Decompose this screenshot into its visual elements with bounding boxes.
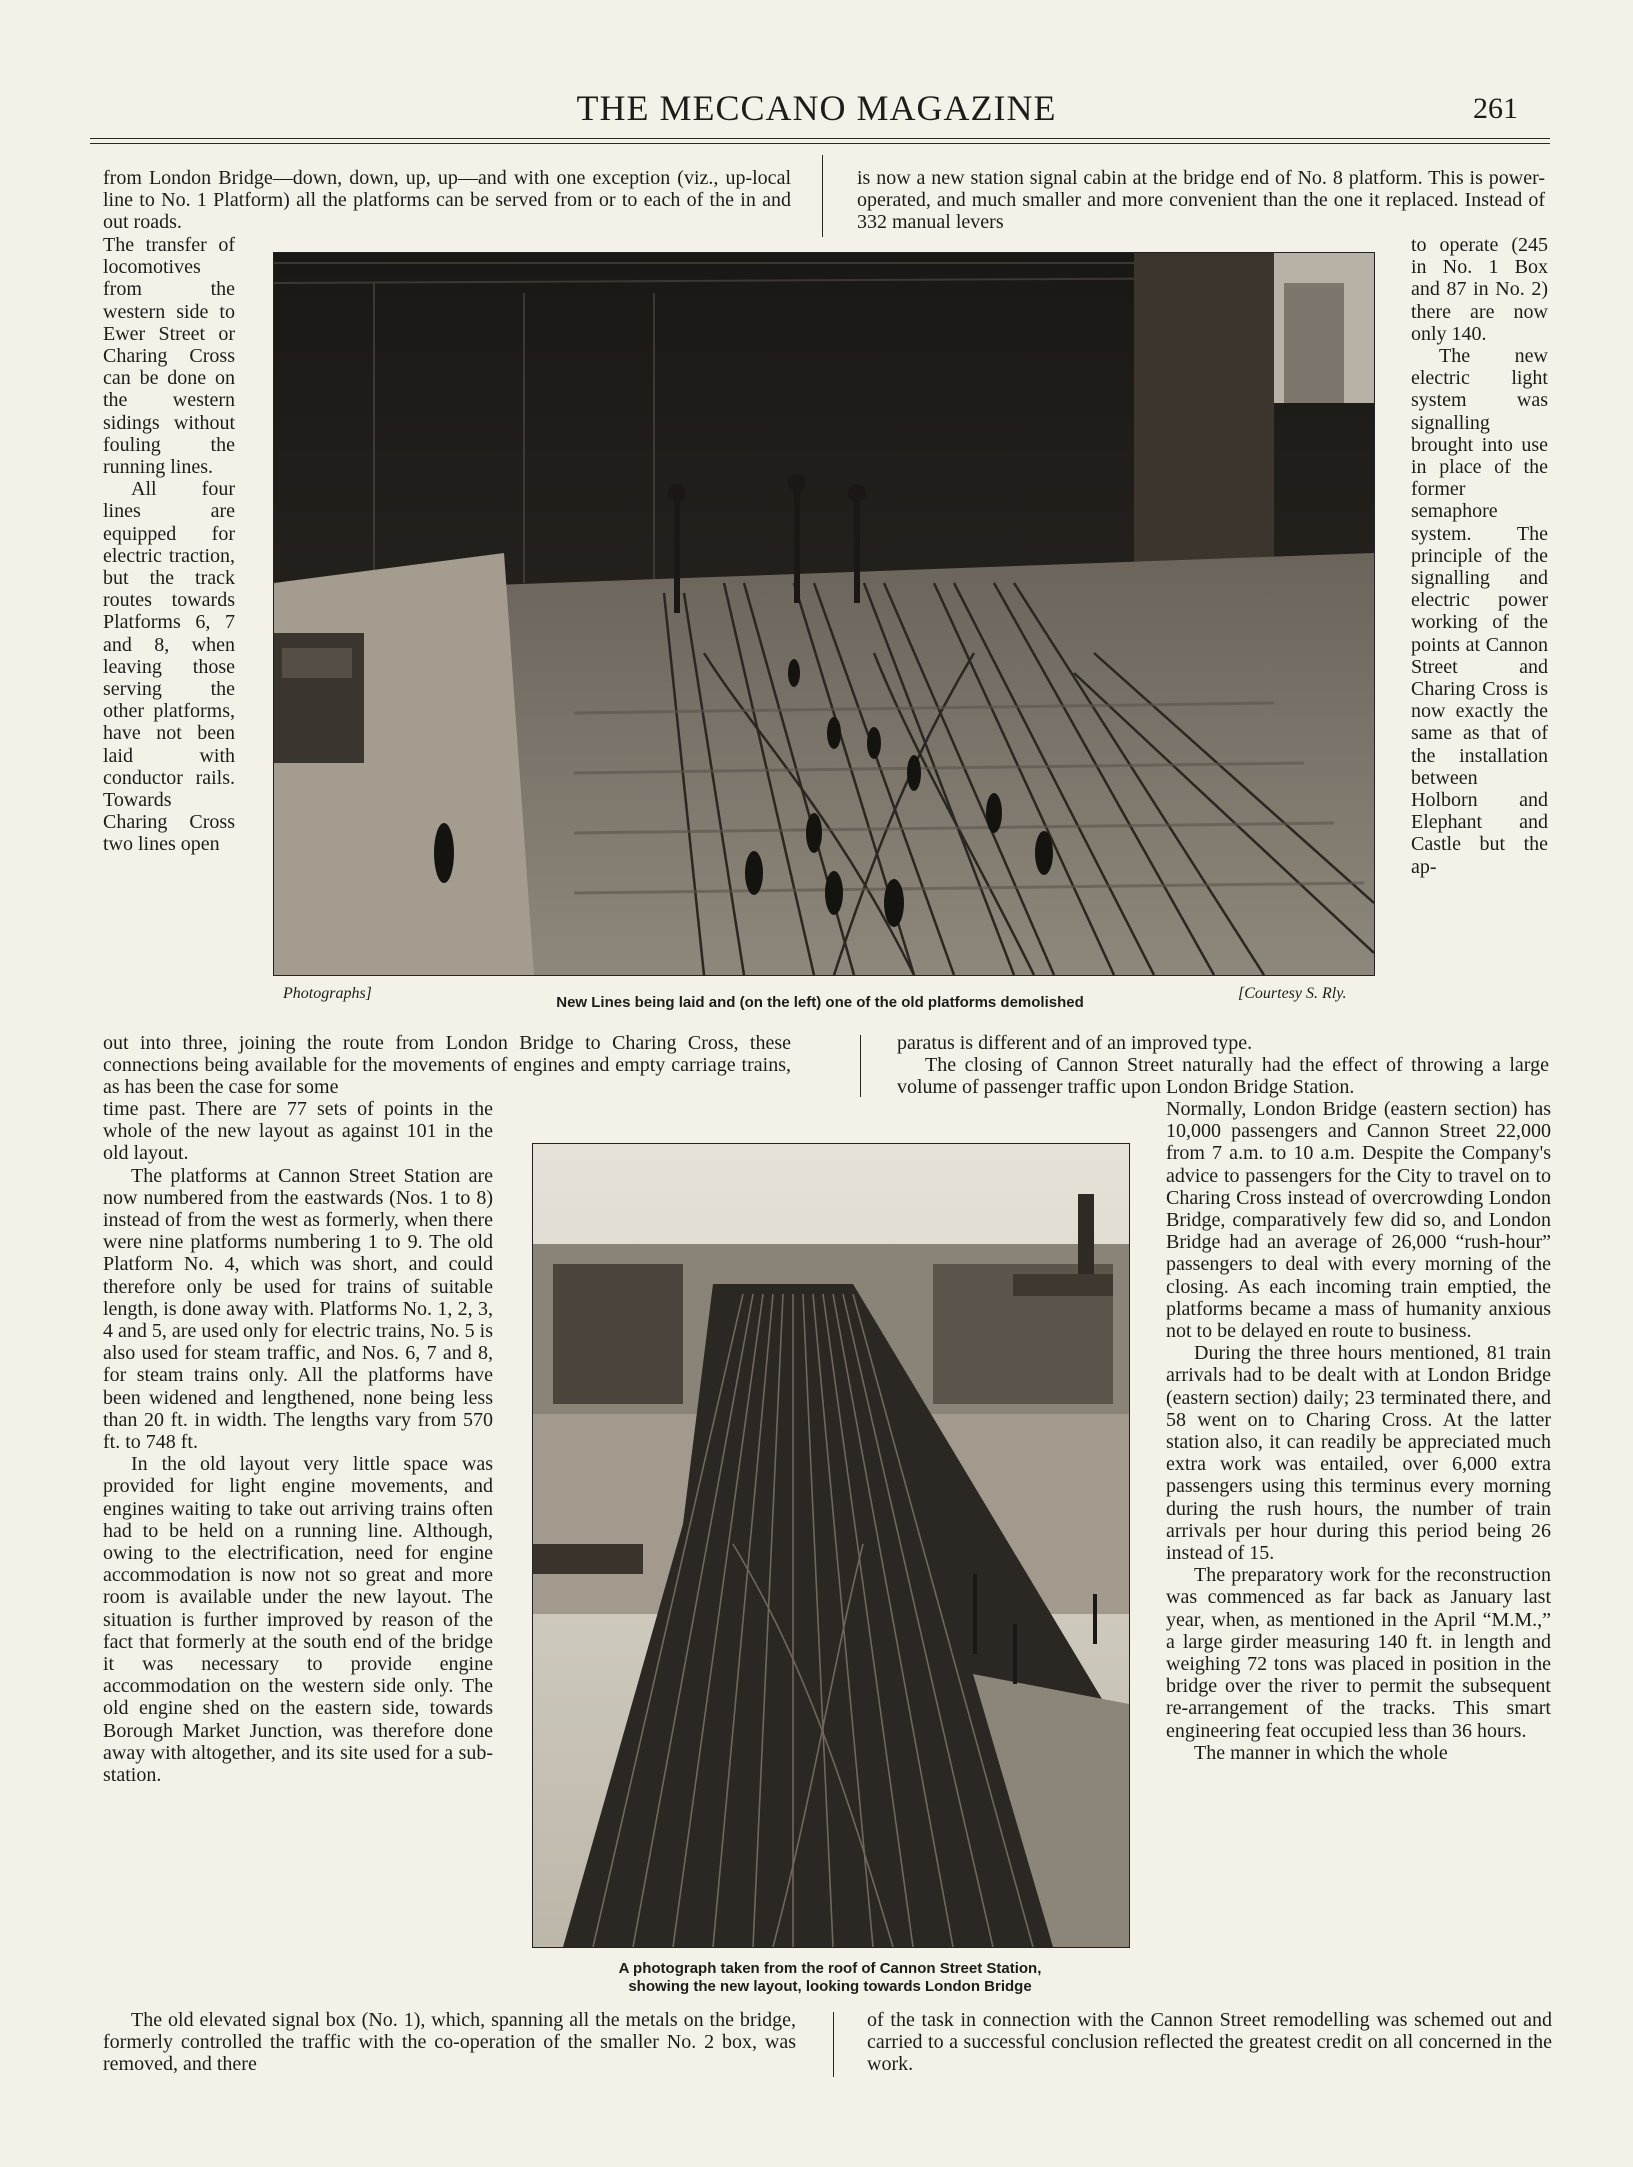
column-divider-bottom [833,2012,834,2077]
paragraph: The transfer of locomotives from the western side to Ewer Street or Charing Cross can be done on the western sidings without fouling the running lines. [103,234,235,479]
top-right-paragraph: is now a new station signal cabin at the bridge end of No. 8 platform. This is power-operated, and much smaller and more convenient than the one it replaced. Instead of 332 manual levers [857,167,1545,234]
page-number: 261 [1473,92,1518,125]
paragraph: All four lines are equipped for electric traction, but the track routes towards Platforms 6, 7 and 8, when leaving those serving the other platforms, have not been laid with conductor rails. Towards Charing Cross two lines open [103,478,235,856]
paragraph: During the three hours mentioned, 81 train arrivals had to be dealt with at London Bridge (eastern section) daily; 23 terminated there, and 58 went on to Charing Cross. At the latter station also, it can readily be appreciated much extra work was entailed, over 6,000 extra passengers using this terminus every morning during the rush hours, the number of train arrivals per hour during this period being 26 instead of 15. [1166,1342,1551,1565]
paragraph: The new electric light system was signalling brought into use in place of the former semaphore system. The principle of the signalling and electric power working of the points at Cannon Street and Charing Cross is now exactly the same as that of the installation between Holborn and Elephant and Castle but the ap- [1411,345,1548,878]
paragraph: The closing of Cannon Street naturally had the effect of throwing a large volume of passenger traffic upon London Bridge Station. [897,1054,1549,1099]
right-narrow-column [1411,234,1548,878]
paragraph: The platforms at Cannon Street Station are now numbered from the eastwards (Nos. 1 to 8) instead of from the west as formerly, when there were nine platforms numbering 1 to 9. The old Platform No. 4, which was short, and could therefore only be used for trains of suitable length, is done away with. Platforms No. 1, 2, 3, 4 and 5, are used only for electric trains, No. 5 is also used for steam traffic, and Nos. 6, 7 and 8, for steam trains only. All the platforms have been widened and lengthened, none being less than 20 ft. in width. The lengths vary from 570 ft. to 748 ft. [103,1164,493,1454]
paragraph: The preparatory work for the reconstruction was commenced as far back as January last year, when, as mentioned in the April “M.M.,” a large girder measuring 140 ft. in length and weighing 72 tons was placed in position in the bridge over the river to permit the subsequent re-arrangement of the tracks. This smart engineering feat occupied less than 36 hours. [1166,1564,1551,1742]
paragraph: to operate (245 in No. 1 Box and 87 in No. 2) there are now only 140. [1411,234,1548,345]
header-rule-2 [90,143,1550,144]
photo1-credit-left: Photographs] [283,985,372,1002]
column-divider-top [822,155,823,237]
photo1-credit-right: [Courtesy S. Rly. [1238,985,1347,1002]
paragraph: paratus is different and of an improved type. [897,1032,1253,1054]
photo-track-laying [273,252,1375,976]
photo2-caption [532,1960,1128,1996]
magazine-title: THE MECCANO MAGAZINE [576,88,1057,128]
paragraph: The manner in which the whole [1194,1741,1448,1764]
photo2-caption-line2: showing the new layout, looking towards London Bridge [628,1978,1032,1995]
left-column-lower [103,1098,493,1786]
photo2-caption-line1: A photograph taken from the roof of Cannon Street Station, [618,1960,1042,1977]
header-rule [90,138,1550,139]
photo-bridge-layout [532,1143,1130,1948]
photo1-caption: New Lines being laid and (on the left) one of the old platforms demolished [556,994,1084,1011]
paragraph: In the old layout very little space was provided for light engine movements, and engines waiting to take out arriving trains often had to be held on a running line. Although, owing to the electrification, need for engine accommodation is now not so great and more room is available under the new layout. The situation is further improved by reason of the fact that formerly at the south end of the bridge it was necessary to provide engine accommodation on the western side only. The old engine shed on the eastern side, towards Borough Market Junction, was therefore done away with altogether, and its site used for a sub-station. [103,1453,493,1787]
paragraph: Normally, London Bridge (eastern section) has 10,000 passengers and Cannon Street 22,000 from 7 a.m. to 10 a.m. Despite the Company's advice to passengers for the City to travel on to Charing Cross instead of overcrowding London Bridge, comparatively few did so, and London Bridge had an average of 26,000 “rush-hour” passengers to deal with every morning of the closing. As each incoming train emptied, the platforms became a mass of humanity anxious not to be delayed en route to business. [1166,1098,1551,1343]
mid-left-paragraph: out into three, joining the route from London Bridge to Charing Cross, these connections being available for the movements of engines and empty carriage trains, as has been the case for some [103,1032,791,1099]
bottom-left-paragraph: The old elevated signal box (No. 1), which, spanning all the metals on the bridge, formerly controlled the traffic with the co-operation of the smaller No. 2 box, was removed, and there [103,2009,796,2076]
top-left-paragraph: from London Bridge—down, down, up, up—and with one exception (viz., up-local line to No. 1 Platform) all the platforms can be served from or to each of the in and out roads. [103,167,791,234]
paragraph: time past. There are 77 sets of points in the whole of the new layout as against 101 in the old layout. [103,1098,493,1165]
bottom-right-paragraph: of the task in connection with the Cannon Street remodelling was schemed out and carried to a successful conclusion reflected the greatest credit on all concerned in the work. [867,2009,1552,2076]
column-divider-mid [860,1035,861,1097]
mid-right-column [897,1032,1549,1099]
left-narrow-column [103,234,235,856]
right-column-lower [1166,1098,1551,1764]
